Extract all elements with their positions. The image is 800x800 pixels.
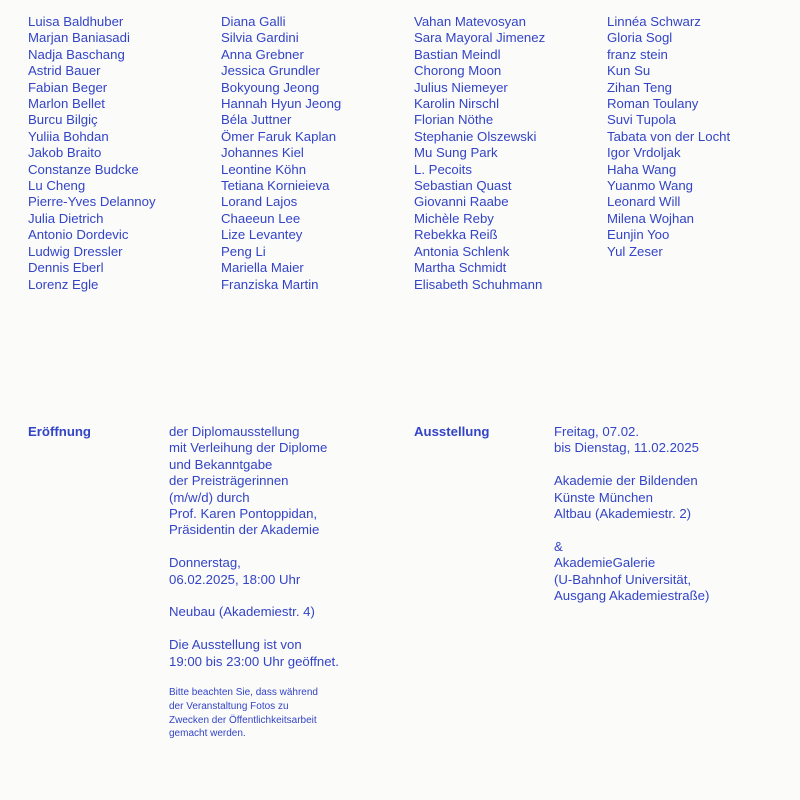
participant-name: Anna Grebner [221, 46, 304, 62]
participant-name: Leonard Will [607, 194, 681, 210]
participant-name: Antonio Dordevic [28, 227, 129, 243]
participant-name: Leontine Köhn [221, 161, 307, 177]
participant-name: Silvia Gardini [221, 30, 299, 46]
opening-datetime: Donnerstag, 06.02.2025, 18:00 Uhr [169, 555, 301, 587]
participant-name: Stephanie Olszewski [414, 128, 537, 144]
participant-name: Yul Zeser [607, 243, 663, 259]
participant-name: Chorong Moon [414, 63, 502, 79]
names-column-1 [28, 14, 221, 293]
exhibition-venue-main: Akademie der Bildenden Künste München Altbau (Akademiestr. 2) [554, 473, 698, 522]
participant-name: Marjan Baniasadi [28, 30, 130, 46]
participant-name: Marlon Bellet [28, 96, 105, 112]
participant-name: Fabian Beger [28, 79, 108, 95]
participant-name: Rebekka Reiß [414, 227, 498, 243]
names-column-4 [607, 14, 800, 293]
participant-names [28, 14, 800, 293]
participant-name: Pierre-Yves Delannoy [28, 194, 156, 210]
participant-name: Bastian Meindl [414, 46, 501, 62]
participant-name: Florian Nöthe [414, 112, 494, 128]
participant-name: Ömer Faruk Kaplan [221, 128, 337, 144]
participant-name: Michèle Reby [414, 210, 494, 226]
opening-details [169, 424, 389, 757]
participant-name: Milena Wojhan [607, 210, 694, 226]
participant-name: Mariella Maier [221, 260, 304, 276]
participant-name: Dennis Eberl [28, 260, 104, 276]
participant-name: Lu Cheng [28, 178, 86, 194]
participant-name: Yuliia Bohdan [28, 128, 109, 144]
opening-location: Neubau (Akademiestr. 4) [169, 604, 315, 620]
participant-name: Lorenz Egle [28, 276, 99, 292]
participant-name: Sara Mayoral Jimenez [414, 30, 546, 46]
participant-name: Yuanmo Wang [607, 178, 694, 194]
exhibition-details [554, 424, 784, 621]
participant-name: Antonia Schlenk [414, 243, 510, 259]
participant-name: franz stein [607, 46, 668, 62]
participant-name: Vahan Matevosyan [414, 14, 526, 29]
participant-name: Mu Sung Park [414, 145, 498, 161]
names-column-3 [414, 14, 607, 293]
participant-name: Constanze Budcke [28, 161, 139, 177]
participant-name: Johannes Kiel [221, 145, 304, 161]
participant-name: Astrid Bauer [28, 63, 101, 79]
participant-name: Karolin Nirschl [414, 96, 500, 112]
names-column-2 [221, 14, 414, 293]
participant-name: Linnéa Schwarz [607, 14, 701, 29]
participant-name: Luisa Baldhuber [28, 14, 124, 29]
participant-name: Tetiana Kornieieva [221, 178, 330, 194]
exhibition-heading: Ausstellung [414, 424, 490, 439]
participant-name: Diana Galli [221, 14, 286, 29]
opening-hours: Die Ausstellung ist von 19:00 bis 23:00 Uhr geöffnet. [169, 637, 339, 669]
exhibition-dates: Freitag, 07.02. bis Dienstag, 11.02.2025 [554, 424, 699, 456]
participant-name: Zihan Teng [607, 79, 673, 95]
participant-name: Haha Wang [607, 161, 677, 177]
participant-name: Nadja Baschang [28, 46, 125, 62]
participant-name: Giovanni Raabe [414, 194, 509, 210]
participant-name: Lorand Lajos [221, 194, 298, 210]
participant-name: Jakob Braito [28, 145, 102, 161]
participant-name: Béla Juttner [221, 112, 292, 128]
opening-heading: Eröffnung [28, 424, 91, 439]
participant-name: Kun Su [607, 63, 651, 79]
participant-name: Jessica Grundler [221, 63, 320, 79]
participant-name: L. Pecoits [414, 161, 472, 177]
participant-name: Peng Li [221, 243, 266, 259]
opening-description: der Diplomausstellung mit Verleihung der Diplome und Bekanntgabe der Preisträgerinnen (m/w/d) durch Prof. Karen Pontoppidan, Präsidentin der Akademie [169, 424, 328, 538]
participant-name: Elisabeth Schuhmann [414, 276, 543, 292]
participant-name: Roman Toulany [607, 96, 699, 112]
participant-name: Hannah Hyun Jeong [221, 96, 342, 112]
participant-name: Franziska Martin [221, 276, 319, 292]
participant-name: Julia Dietrich [28, 210, 104, 226]
participant-name: Tabata von der Locht [607, 128, 731, 144]
participant-name: Eunjin Yoo [607, 227, 670, 243]
participant-name: Igor Vrdoljak [607, 145, 681, 161]
participant-name: Chaeeun Lee [221, 210, 301, 226]
participant-name: Suvi Tupola [607, 112, 676, 128]
participant-name: Bokyoung Jeong [221, 79, 320, 95]
exhibition-venue-gallery: & AkademieGalerie (U-Bahnhof Universität, Ausgang Akademiestraße) [554, 538, 710, 604]
participant-name: Ludwig Dressler [28, 243, 123, 259]
participant-name: Sebastian Quast [414, 178, 512, 194]
participant-name: Gloria Sogl [607, 30, 673, 46]
participant-name: Lize Levantey [221, 227, 303, 243]
participant-name: Julius Niemeyer [414, 79, 508, 95]
photo-notice: Bitte beachten Sie, dass während der Veranstaltung Fotos zu Zwecken der Öffentlichkeitsarbeit gemacht werden. [169, 687, 318, 740]
participant-name: Martha Schmidt [414, 260, 507, 276]
participant-name: Burcu Bilgiç [28, 112, 98, 128]
